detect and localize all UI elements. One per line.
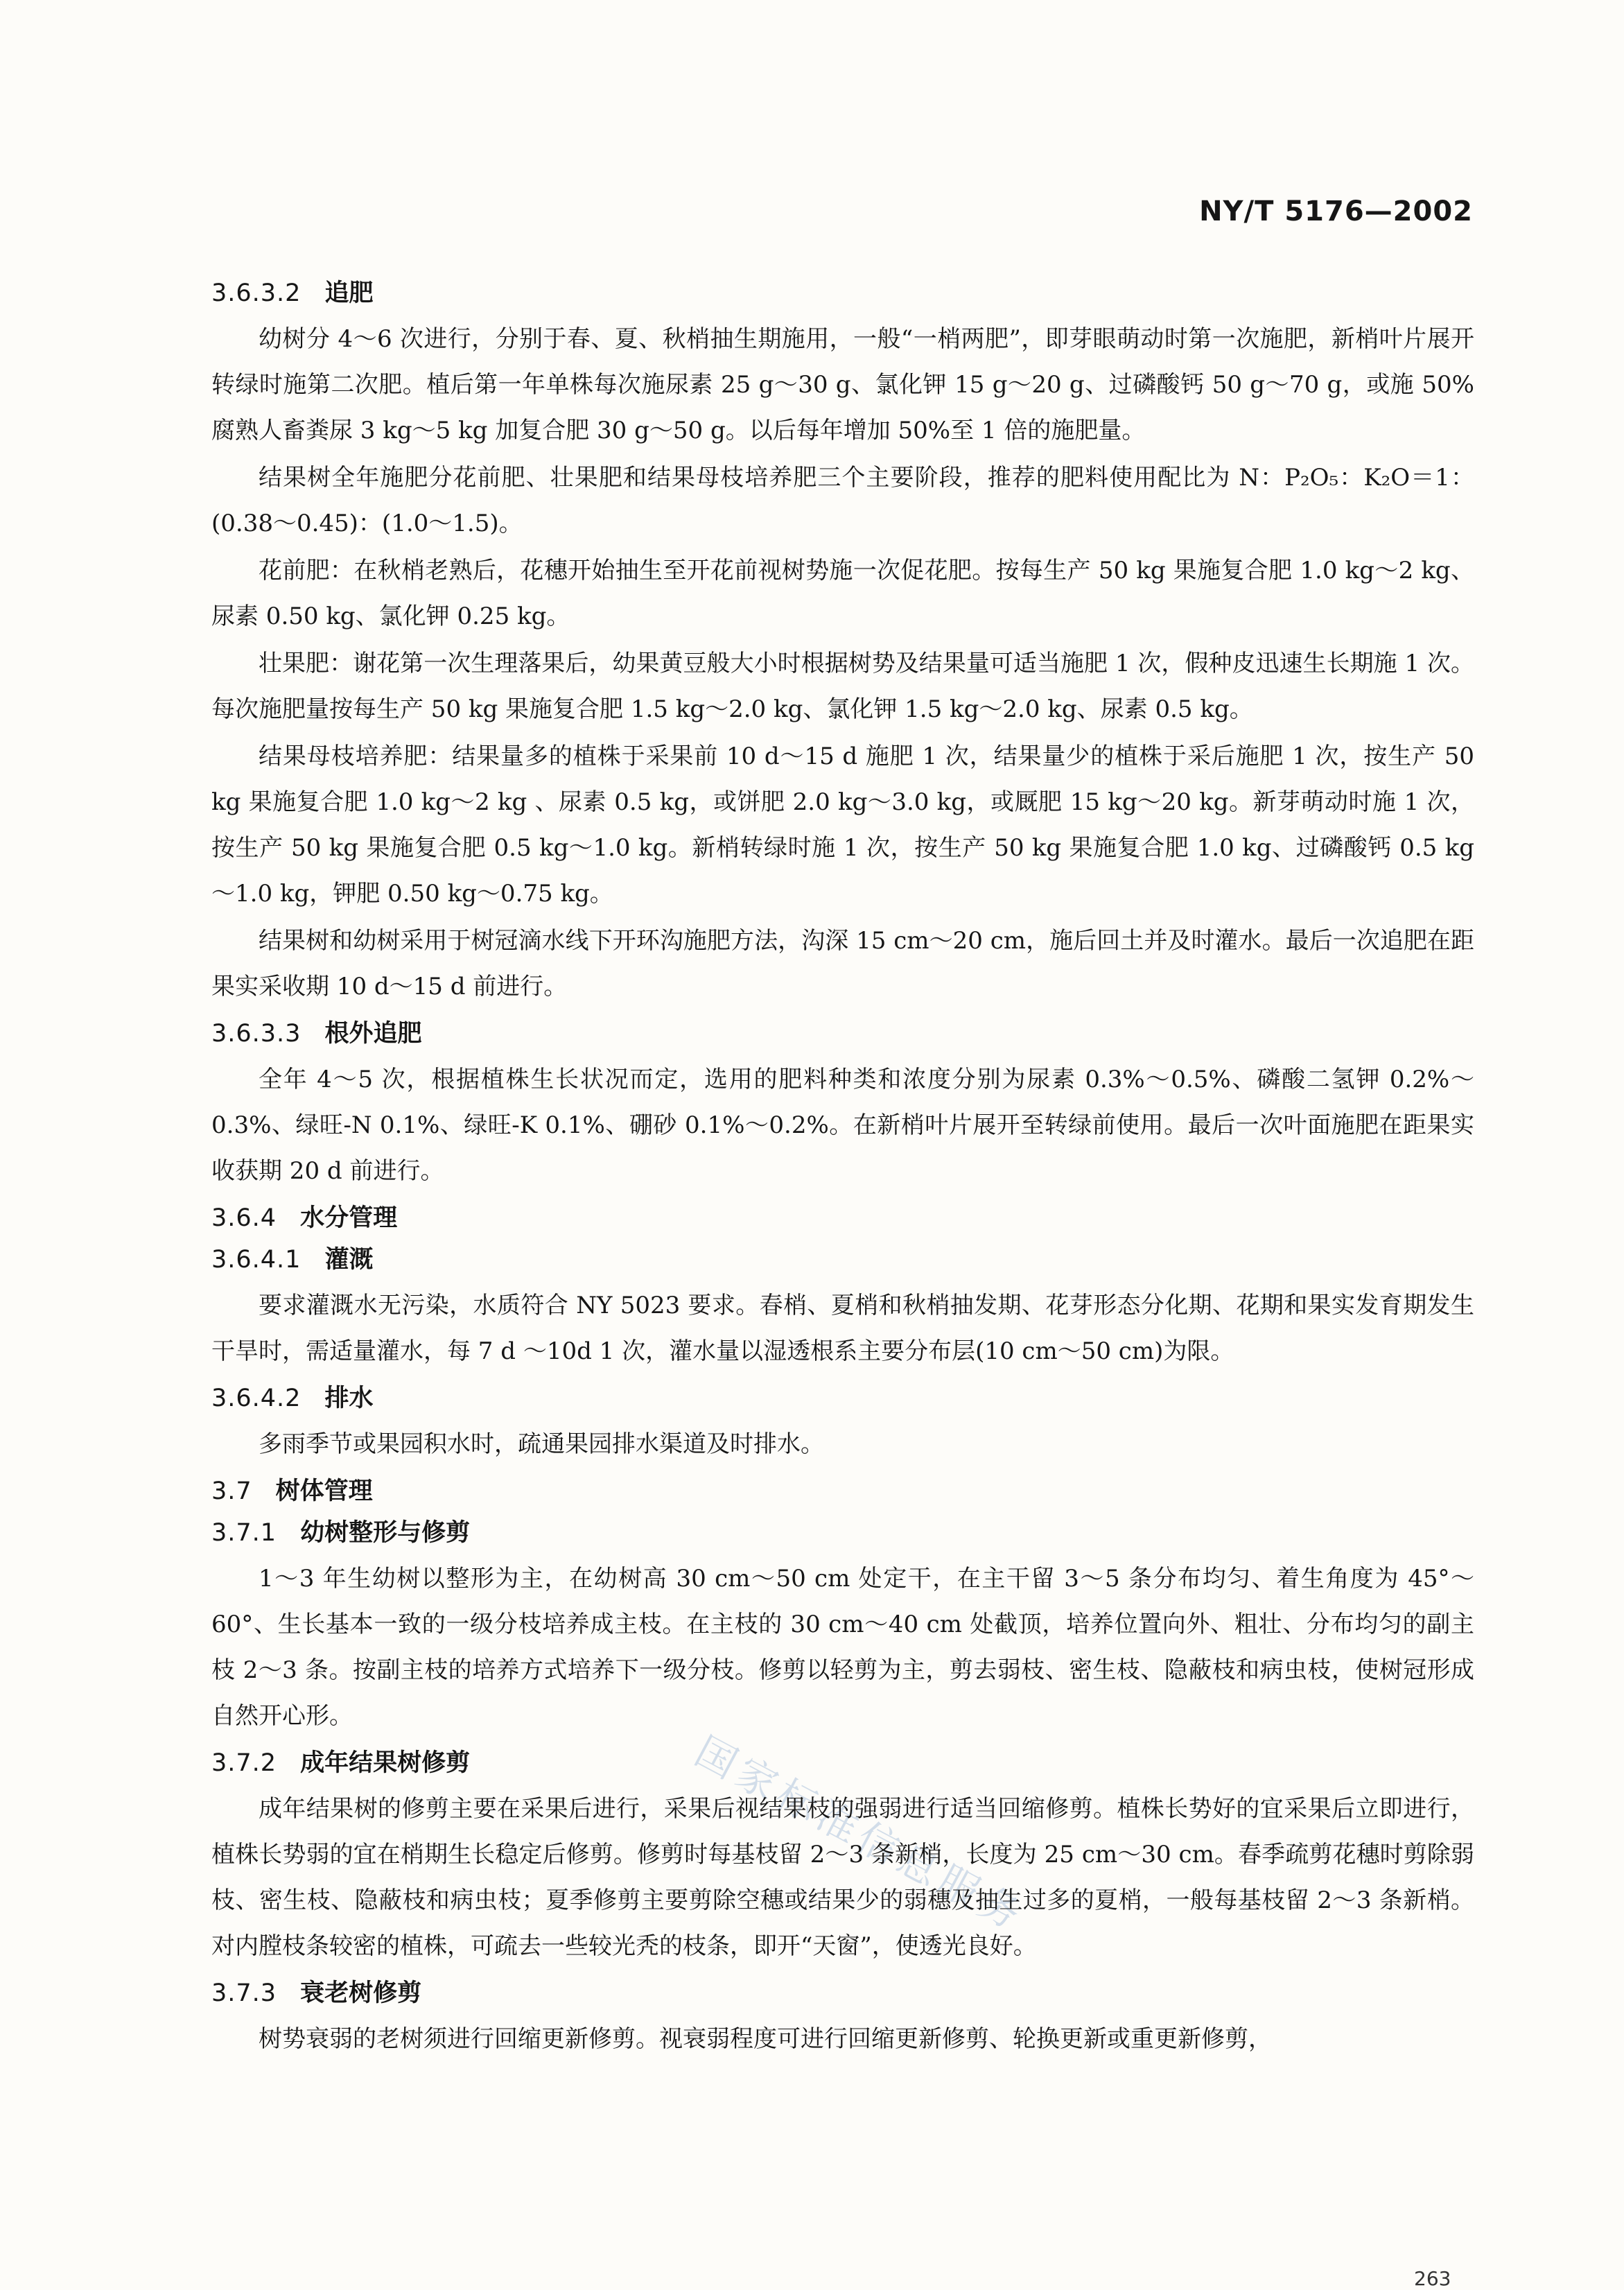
section-title: 灌溉	[324, 1246, 374, 1274]
section-3-7-3	[211, 1976, 1474, 2062]
section-3-6-4-1	[211, 1242, 1474, 1374]
section-title: 追肥	[324, 279, 374, 307]
section-heading	[211, 1381, 1474, 1416]
section-title: 根外追肥	[324, 1020, 422, 1048]
paragraph: 幼树分 4～6 次进行，分别于春、夏、秋梢抽生期施用，一般“一梢两肥”，即芽眼萌动时第一次施肥，新梢叶片展开转绿时施第二次肥。植后第一年单株每次施尿素 25 g～30 g、氯化钾 15 g～20 g、过磷酸钙 50 g～70 g，或施 50%腐熟人畜粪尿 3 kg～5 kg 加复合肥 30 g～50 g。以后每年增加 50%至 1 倍的施肥量。	[211, 325, 1474, 444]
document-code: NY/T 5176—2002	[1199, 196, 1473, 227]
section-3-7	[211, 1474, 1474, 1509]
section-title: 幼树整形与修剪	[300, 1519, 471, 1547]
page-number: 263	[1414, 2267, 1451, 2290]
section-heading	[211, 1242, 1474, 1277]
section-number: 3.7.1	[211, 1519, 277, 1547]
section-number: 3.7.3	[211, 1979, 277, 2007]
section-heading	[211, 1516, 1474, 1550]
section-number: 3.7	[211, 1477, 252, 1505]
section-title: 衰老树修剪	[300, 1979, 422, 2007]
section-number: 3.7.2	[211, 1749, 277, 1777]
paragraph: 花前肥：在秋梢老熟后，花穗开始抽生至开花前视树势施一次促花肥。按每生产 50 kg 果施复合肥 1.0 kg～2 kg、尿素 0.50 kg、氯化钾 0.25 kg。	[211, 557, 1474, 630]
section-title: 排水	[324, 1385, 374, 1412]
paragraph: 1～3 年生幼树以整形为主，在幼树高 30 cm～50 cm 处定干，在主干留 3～5 条分布均匀、着生角度为 45°～60°、生长基本一致的一级分枝培养成主枝。在主枝的 30 cm～40 cm 处截顶，培养位置向外、粗壮、分布均匀的副主枝 2～3 条。按副主枝的培养方式培养下一级分枝。修剪以轻剪为主，剪去弱枝、密生枝、隐蔽枝和病虫枝，使树冠形成自然开心形。	[211, 1565, 1474, 1730]
document-body	[211, 269, 1474, 2063]
paragraph: 结果树全年施肥分花前肥、壮果肥和结果母枝培养肥三个主要阶段，推荐的肥料使用配比为 N：P₂O₅：K₂O＝1：(0.38～0.45)：(1.0～1.5)。	[211, 464, 1474, 537]
paragraph: 成年结果树的修剪主要在采果后进行，采果后视结果枝的强弱进行适当回缩修剪。植株长势好的宜采果后立即进行，植株长势弱的宜在梢期生长稳定后修剪。修剪时每基枝留 2～3 条新梢，长度为 25 cm～30 cm。春季疏剪花穗时剪除弱枝、密生枝、隐蔽枝和病虫枝；夏季修剪主要剪除空穗或结果少的弱穗及抽生过多的夏梢，一般每基枝留 2～3 条新梢。对内膛枝条较密的植株，可疏去一些较光秃的枝条，即开“天窗”，使透光良好。	[211, 1795, 1474, 1960]
section-heading	[211, 1976, 1474, 2011]
section-number: 3.6.4	[211, 1204, 277, 1232]
section-heading	[211, 1474, 1474, 1509]
section-3-7-2	[211, 1746, 1474, 1969]
section-3-6-3-3	[211, 1016, 1474, 1194]
section-number: 3.6.4.1	[211, 1246, 302, 1274]
paragraph: 全年 4～5 次，根据植株生长状况而定，选用的肥料种类和浓度分别为尿素 0.3%～0.5%、磷酸二氢钾 0.2%～0.3%、绿旺-N 0.1%、绿旺-K 0.1%、硼砂 0.1%～0.2%。在新梢叶片展开至转绿前使用。最后一次叶面施肥在距果实收获期 20 d 前进行。	[211, 1066, 1474, 1185]
section-heading	[211, 1201, 1474, 1235]
section-3-6-3-2	[211, 276, 1474, 1009]
section-3-6-4-2	[211, 1381, 1474, 1467]
paragraph: 结果母枝培养肥：结果量多的植株于采果前 10 d～15 d 施肥 1 次，结果量少的植株于采后施肥 1 次，按生产 50 kg 果施复合肥 1.0 kg～2 kg 、尿素 0.5 kg，或饼肥 2.0 kg～3.0 kg，或厩肥 15 kg～20 kg。新芽萌动时施 1 次，按生产 50 kg 果施复合肥 0.5 kg～1.0 kg。新梢转绿时施 1 次，按生产 50 kg 果施复合肥 1.0 kg、过磷酸钙 0.5 kg～1.0 kg，钾肥 0.50 kg～0.75 kg。	[211, 743, 1474, 908]
paragraph: 结果树和幼树采用于树冠滴水线下开环沟施肥方法，沟深 15 cm～20 cm，施后回土并及时灌水。最后一次追肥在距果实采收期 10 d～15 d 前进行。	[211, 927, 1474, 1000]
section-heading	[211, 1746, 1474, 1780]
section-number: 3.6.3.2	[211, 279, 302, 307]
section-heading	[211, 276, 1474, 311]
paragraph: 树势衰弱的老树须进行回缩更新修剪。视衰弱程度可进行回缩更新修剪、轮换更新或重更新修剪，	[259, 2025, 1272, 2053]
section-title: 水分管理	[300, 1204, 398, 1232]
section-3-7-1	[211, 1516, 1474, 1739]
section-heading	[211, 1016, 1474, 1051]
section-number: 3.6.3.3	[211, 1020, 302, 1048]
section-title: 树体管理	[275, 1477, 373, 1505]
section-title: 成年结果树修剪	[300, 1749, 471, 1777]
paragraph: 多雨季节或果园积水时，疏通果园排水渠道及时排水。	[259, 1430, 824, 1458]
paragraph: 壮果肥：谢花第一次生理落果后，幼果黄豆般大小时根据树势及结果量可适当施肥 1 次，假种皮迅速生长期施 1 次。每次施肥量按每生产 50 kg 果施复合肥 1.5 kg～2.0 kg、氯化钾 1.5 kg～2.0 kg、尿素 0.5 kg。	[211, 650, 1474, 723]
paragraph: 要求灌溉水无污染，水质符合 NY 5023 要求。春梢、夏梢和秋梢抽发期、花芽形态分化期、花期和果实发育期发生干旱时，需适量灌水，每 7 d ～10d 1 次，灌水量以湿透根系主要分布层(10 cm～50 cm)为限。	[211, 1292, 1474, 1365]
watermark: 国家标准信息服务	[687, 1727, 1033, 1941]
section-number: 3.6.4.2	[211, 1385, 302, 1412]
section-3-6-4	[211, 1201, 1474, 1235]
